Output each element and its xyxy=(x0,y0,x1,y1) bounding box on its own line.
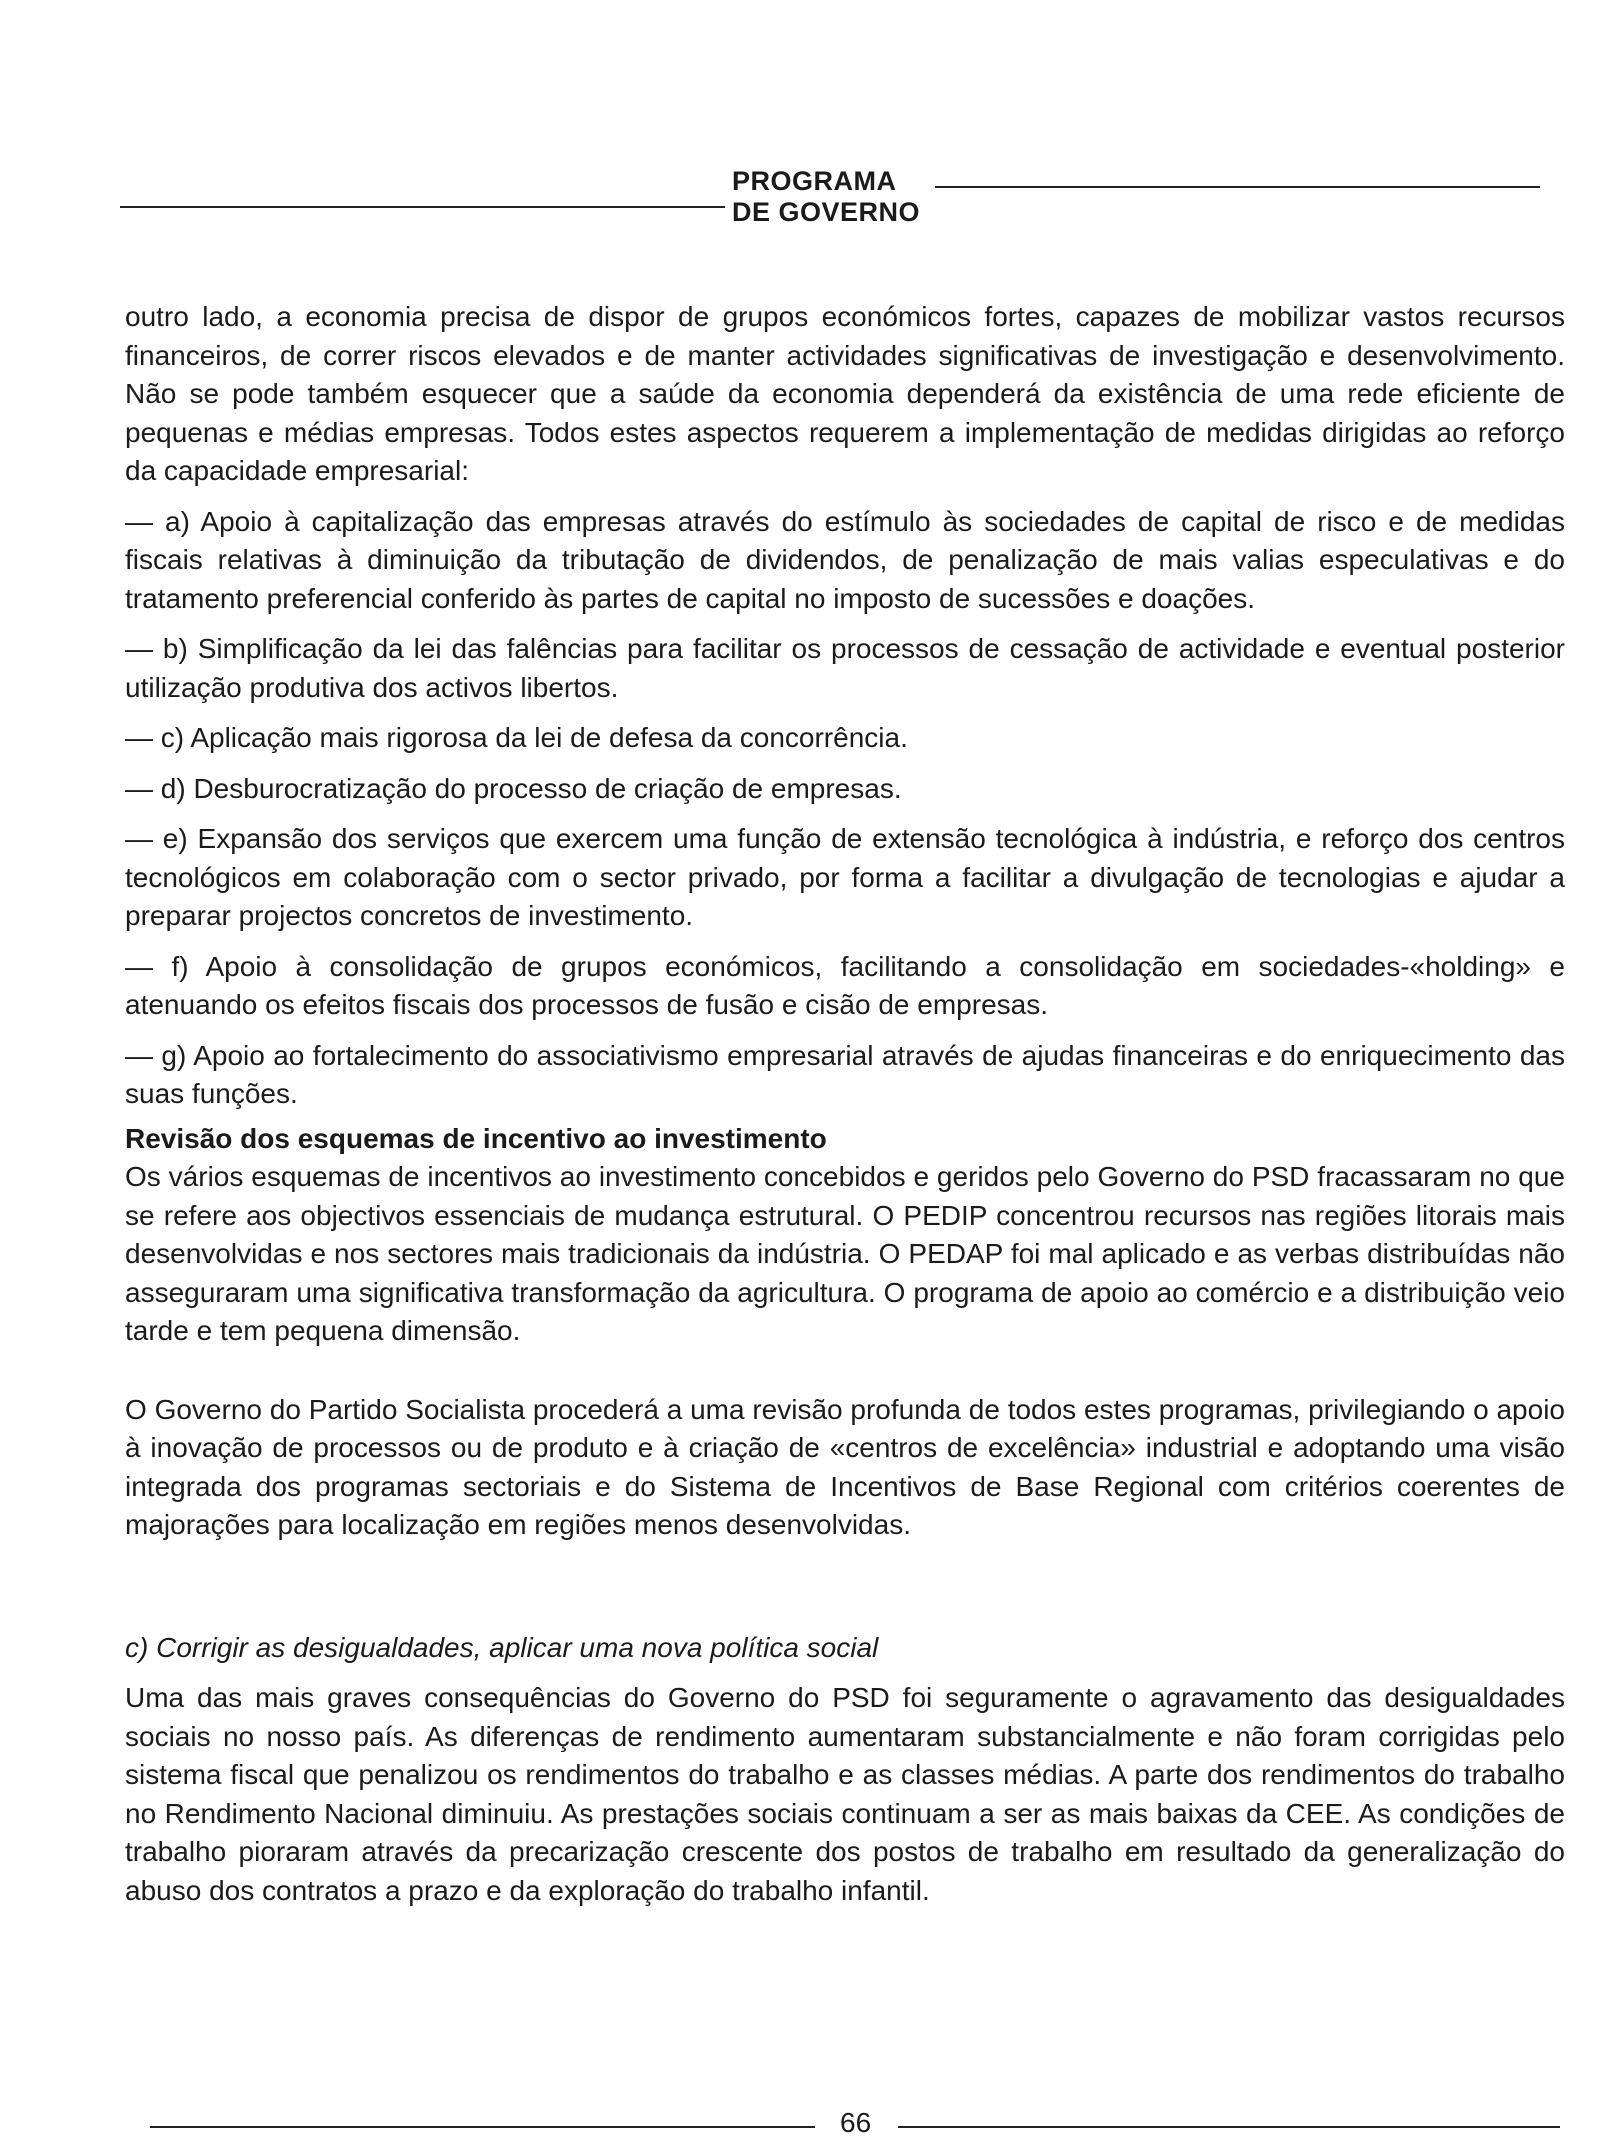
list-item-g: — g) Apoio ao fortalecimento do associativismo empresarial através de ajudas financeiras e do enriquecimento das suas funções. xyxy=(125,1039,1565,1109)
page-footer xyxy=(150,2107,1560,2146)
list-item-f: — f) Apoio à consolidação de grupos económicos, facilitando a consolidação em sociedades-«holding» e atenuando os efeitos fiscais dos processos de fusão e cisão de empresas. xyxy=(125,950,1565,1020)
list-item-b: — b) Simplificação da lei das falências para facilitar os processos de cessação de actividade e eventual posterior utilização produtiva dos activos libertos. xyxy=(125,633,1565,703)
footer-rule-right xyxy=(898,2126,1560,2128)
section-heading-desigualdades: c) Corrigir as desigualdades, aplicar uma nova política social xyxy=(125,1631,879,1663)
header-title-line1: PROGRAMA xyxy=(732,166,897,196)
list-item-d: — d) Desburocratização do processo de criação de empresas. xyxy=(125,772,902,804)
header-rule-right xyxy=(935,186,1540,188)
list-item-a: — a) Apoio à capitalização das empresas através do estímulo às sociedades de capital de risco e de medidas fiscais relativas à diminuição da tributação de dividendos, de penalização de mais valias especulativas e do tratamento preferencial conferido às partes de capital no imposto de sucessões e doações. xyxy=(125,505,1565,614)
paragraph-desigualdades: Uma das mais graves consequências do Governo do PSD foi seguramente o agravamento das desigualdades sociais no nosso país. As diferenças de rendimento aumentaram substancialmente e não foram corrigidas pelo sistema fiscal que penalizou os rendimentos do trabalho e as classes médias. A parte dos rendimentos do trabalho no Rendimento Nacional diminuiu. As prestações sociais continuam a ser as mais baixas da CEE. As condições de trabalho pioraram através da precarização crescente dos postos de trabalho em resultado da generalização do abuso dos contratos a prazo e da exploração do trabalho infantil. xyxy=(125,1682,1565,1906)
header-rule-left xyxy=(120,206,725,208)
list-item-e: — e) Expansão dos serviços que exercem uma função de extensão tecnológica à indústria, e reforço dos centros tecnológicos em colaboração com o sector privado, por forma a facilitar a divulgação de tecnologias e ajudar a preparar projectos concretos de investimento. xyxy=(125,823,1565,931)
paragraph-revisao-1: Os vários esquemas de incentivos ao investimento concebidos e geridos pelo Governo do PSD fracassaram no que se refere aos objectivos essenciais de mudança estrutural. O PEDIP concentrou recursos nas regiões litorais mais desenvolvidas e nos sectores mais tradicionais da indústria. O PEDAP foi mal aplicado e as verbas distribuídas não asseguraram uma significativa transformação da agricultura. O programa de apoio ao comércio e a distribuição veio tarde e tem pequena dimensão. xyxy=(125,1161,1565,1346)
paragraph-intro: outro lado, a economia precisa de dispor de grupos económicos fortes, capazes de mobilizar vastos recursos financeiros, de correr riscos elevados e de manter actividades significativas de investigação e desenvolvimento. Não se pode também esquecer que a saúde da economia dependerá da existência de uma rede eficiente de pequenas e médias empresas. Todos estes aspectos requerem a implementação de medidas dirigidas ao reforço da capacidade empresarial: xyxy=(125,301,1565,486)
paragraph-revisao-2: O Governo do Partido Socialista procederá a uma revisão profunda de todos estes programas, privilegiando o apoio à inovação de processos ou de produto e à criação de «centros de excelência» industrial e adoptando uma visão integrada dos programas sectoriais e do Sistema de Incentivos de Base Regional com critérios coerentes de majorações para localização em regiões menos desenvolvidas. xyxy=(125,1393,1565,1540)
section-heading-revisao: Revisão dos esquemas de incentivo ao investimento xyxy=(125,1122,827,1154)
page-content xyxy=(125,298,1565,1922)
header-title-line2: DE GOVERNO xyxy=(732,197,921,227)
header-title xyxy=(732,166,920,228)
page-header xyxy=(120,166,1540,232)
list-item-c: — c) Aplicação mais rigorosa da lei de defesa da concorrência. xyxy=(125,722,908,753)
page-number: 66 xyxy=(840,2107,872,2138)
footer-rule-left xyxy=(150,2126,815,2128)
